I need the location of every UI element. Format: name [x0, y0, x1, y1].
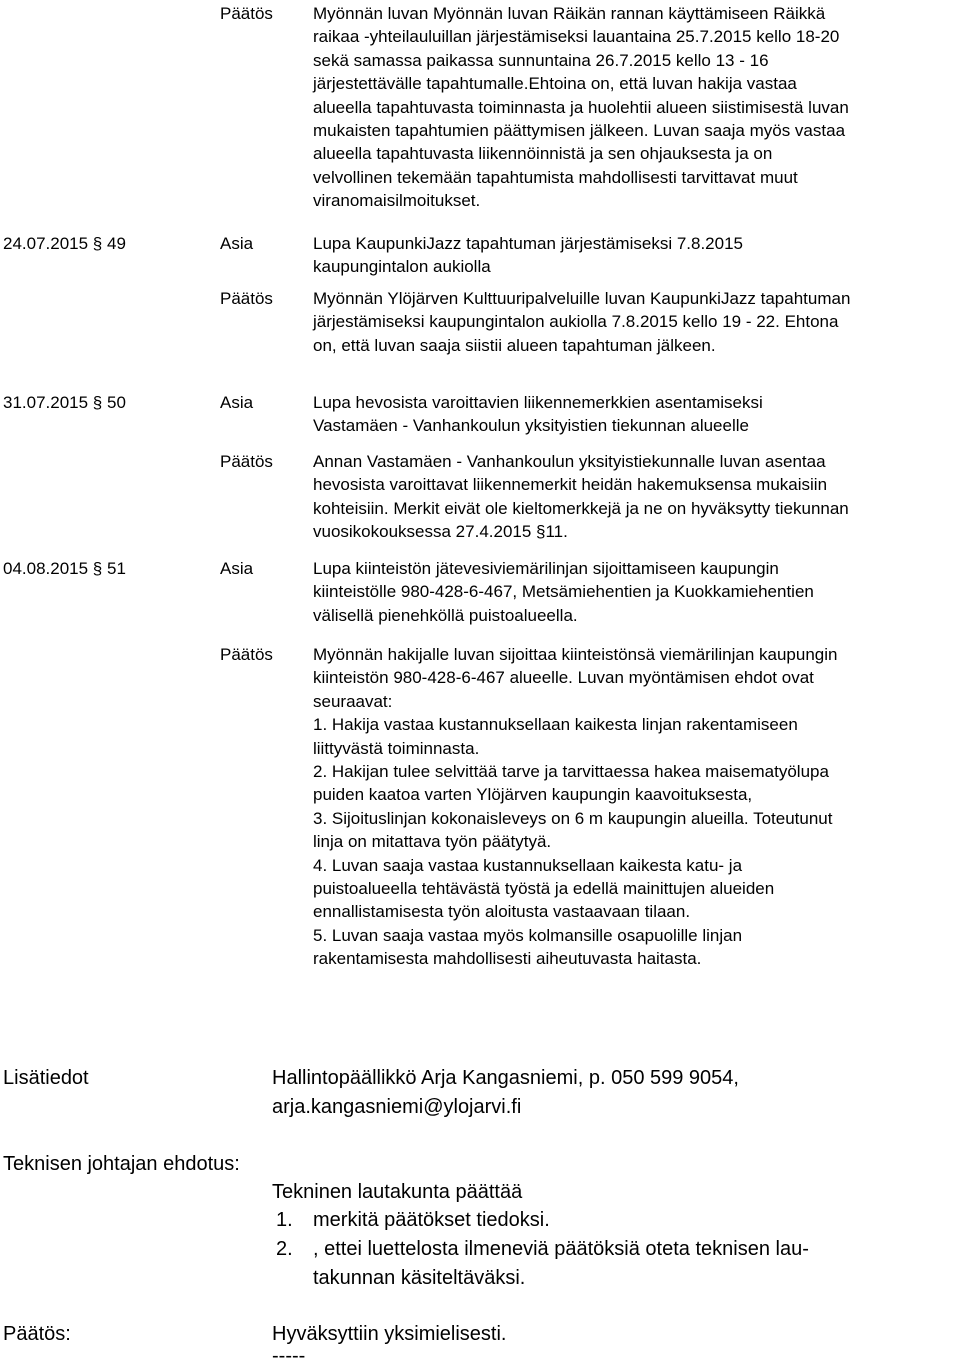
item-50-subject-label: Asia: [220, 393, 254, 412]
final-decision-label: Päätös:: [3, 1323, 71, 1345]
item-51-subject-label: Asia: [220, 559, 254, 578]
item-51-decision: Myönnän hakijalle luvan sijoittaa kiinteistönsä viemärilinjan kaupungin kiinteistön 980-428-6-467 alueelle. Luvan myöntämisen ehdot ovat seuraavat: 1. Hakija vastaa kustannuksellaan kaikesta linjan rakentamiseen liittyvästä toiminnasta. 2. Hakijan tulee selvittää tarve ja tarvittaessa hakea maisematyölupa puiden kaatoa varten Ylöjärven kaupungin kaavoituksesta, 3. Sijoituslinjan kokonaisleveys on 6 m kaupungin alueilla. Toteutunut linja on mitattava työn päätytyä. 4. Luvan saaja vastaa kustannuksellaan kaikesta katu- ja puistoalueella tehtävästä työstä ja edellä mainittujen alueiden ennallistamisesta työn aloitusta vastaavaan tilaan. 5. Luvan saaja vastaa myös kolmansille osapuolille linjan rakentamisesta mahdollisesti aiheutuvasta haitasta.: [313, 645, 838, 969]
item-50-subject: Lupa hevosista varoittavien liikennemerkkien asentamiseksi Vastamäen - Vanhankoulun yksityistien tiekunnan alueelle: [313, 393, 763, 436]
item-49-subject-label: Asia: [220, 234, 254, 253]
proposal-item-number: 2.: [276, 1238, 293, 1260]
top-decision-text: Myönnän luvan Myönnän luvan Räikän rannan käyttämiseen Räikkä raikaa -yhteilauluillan järjestämiseksi lauantaina 25.7.2015 kello 18-20 sekä samassa paikassa sunnuntaina 26.7.2015 kello 13 - 16 järjestettävälle tapahtumalle.Ehtoina on, että luvan hakija vastaa alueella tapahtuvasta toiminnasta ja huolehtii alueen siistimisestä luvan mukaisten tapahtumien päättymisen jälkeen. Luvan saaja myös vastaa alueella tapahtuvasta liikennöinnistä ja sen ohjauksesta ja on velvollinen tekemään tapahtumista mahdollisesti tarvittavat muut viranomaisilmoitukset.: [313, 4, 849, 211]
item-50-date-number: 31.07.2015 § 50: [3, 393, 126, 412]
item-49-decision: Myönnän Ylöjärven Kulttuuripalveluille luvan KaupunkiJazz tapahtuman järjestämiseksi kaupungintalon aukiolla 7.8.2015 kello 19 - 22. Ehtona on, että luvan saaja siistii alueen tapahtuman jälkeen.: [313, 289, 851, 355]
item-49-subject: Lupa KaupunkiJazz tapahtuman järjestämiseksi 7.8.2015 kaupungintalon aukiolla: [313, 234, 743, 277]
info-text: Hallintopäällikkö Arja Kangasniemi, p. 050 599 9054, arja.kangasniemi@ylojarvi.fi: [272, 1067, 739, 1118]
info-label: Lisätiedot: [3, 1067, 89, 1089]
item-49-date-number: 24.07.2015 § 49: [3, 234, 126, 253]
final-decision-text: Hyväksyttiin yksimielisesti.: [272, 1323, 507, 1345]
item-51-subject: Lupa kiinteistön jätevesiviemärilinjan sijoittamiseen kaupungin kiinteistölle 980-428-6-467, Metsämiehentien ja Kuokkamiehentien välisellä pienehköllä puistoalueella.: [313, 559, 814, 625]
item-50-decision: Annan Vastamäen - Vanhankoulun yksityistiekunnalle luvan asentaa hevosista varoittavat liikennemerkit heidän hakemuksensa mukaisiin kohteisiin. Merkit eivät ole kieltomerkkejä ja ne on hyväksytty tiekunnan vuosikokouksessa 27.4.2015 §11.: [313, 452, 849, 542]
item-51-decision-label: Päätös: [220, 645, 273, 664]
proposal-item-text: merkitä päätökset tiedoksi.: [313, 1209, 550, 1231]
proposal-item-text: , ettei luettelosta ilmeneviä päätöksiä oteta teknisen lau- takunnan käsiteltäväksi.: [313, 1238, 809, 1289]
item-49-decision-label: Päätös: [220, 289, 273, 308]
end-mark: -----: [272, 1345, 306, 1367]
top-decision-label: Päätös: [220, 4, 273, 23]
item-50-decision-label: Päätös: [220, 452, 273, 471]
proposal-item-number: 1.: [276, 1209, 293, 1231]
item-51-date-number: 04.08.2015 § 51: [3, 559, 126, 578]
proposal-intro: Tekninen lautakunta päättää: [272, 1181, 523, 1203]
proposal-label: Teknisen johtajan ehdotus:: [3, 1153, 240, 1175]
